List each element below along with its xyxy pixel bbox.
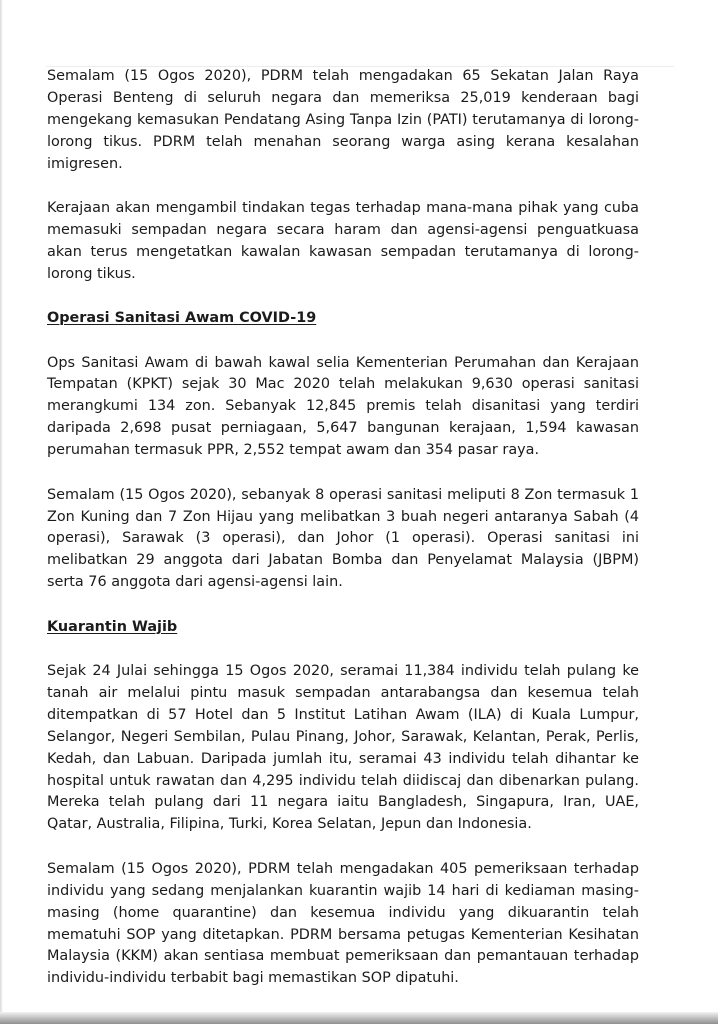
paragraph-sekatan-jalan-raya: Semalam (15 Ogos 2020), PDRM telah mengadakan 65 Sekatan Jalan Raya Operasi Benteng di seluruh negara dan memeriksa 25,019 kenderaan bagi mengekang kemasukan Pendatang Asing Tanpa Izin (PATI) terutamanya di lorong-lorong tikus. PDRM telah menahan seorang warga asing kerana kesalahan imigresen. bbox=[47, 68, 639, 172]
document-body bbox=[47, 66, 639, 1013]
paragraph-tindakan-tegas: Kerajaan akan mengambil tindakan tegas terhadap mana-mana pihak yang cuba memasuki sempadan negara secara haram dan agensi-agensi penguatkuasa akan terus mengetatkan kawalan kawasan sempadan terutamanya di lorong-lorong tikus. bbox=[47, 200, 639, 282]
paragraph-kuarantin-statistik: Sejak 24 Julai sehingga 15 Ogos 2020, seramai 11,384 individu telah pulang ke tanah air melalui pintu masuk sempadan antarabangsa dan kesemua telah ditempatkan di 57 Hotel dan 5 Institut Latihan Awam (ILA) di Kuala Lumpur, Selangor, Negeri Sembilan, Pulau Pinang, Johor, Sarawak, Kelantan, Perak, Perlis, Kedah, dan Labuan. Daripada jumlah itu, seramai 43 individu telah dihantar ke hospital untuk rawatan dan 4,295 individu telah diidiscaj dan dibenarkan pulang. Mereka telah pulang dari 11 negara iaitu Bangladesh, Singapura, Iran, UAE, Qatar, Australia, Filipina, Turki, Korea Selatan, Jepun dan Indonesia. bbox=[47, 663, 639, 833]
heading-kuarantin-wajib: Kuarantin Wajib bbox=[47, 618, 178, 635]
paragraph-pemeriksaan-pdrm: Semalam (15 Ogos 2020), PDRM telah mengadakan 405 pemeriksaan terhadap individu yang sedang menjalankan kuarantin wajib 14 hari di kediaman masing-masing (home quarantine) dan kesemua individu yang dikuarantin telah mematuhi SOP yang ditetapkan. PDRM bersama petugas Kementerian Kesihatan Malaysia (KKM) akan sentiasa membuat pemeriksaan dan pemantauan terhadap individu-individu terbabit bagi memastikan SOP dipatuhi. bbox=[47, 860, 639, 987]
page-bottom-shadow bbox=[0, 1012, 718, 1024]
paragraph-ops-sanitasi-awam: Ops Sanitasi Awam di bawah kawal selia Kementerian Perumahan dan Kerajaan Tempatan (KPKT) sejak 30 Mac 2020 telah melakukan 9,630 operasi sanitasi merangkumi 134 zon. Sebanyak 12,845 premis telah disanitasi yang terdiri daripada 2,698 pusat perniagaan, 5,647 bangunan kerajaan, 1,594 kawasan perumahan termasuk PPR, 2,552 tempat awam dan 354 pasar raya. bbox=[47, 354, 639, 459]
page-edge-shadow bbox=[0, 0, 3, 1024]
paragraph-operasi-sanitasi-semalam: Semalam (15 Ogos 2020), sebanyak 8 operasi sanitasi meliputi 8 Zon termasuk 1 Zon Kuning dan 7 Zon Hijau yang melibatkan 3 buah negeri antaranya Sabah (4 operasi), Sarawak (3 operasi), dan Johor (1 operasi). Operasi sanitasi ini melibatkan 29 anggota dari Jabatan Bomba dan Penyelamat Malaysia (JBPM) serta 76 anggota dari agensi-agensi lain. bbox=[47, 486, 639, 591]
heading-operasi-sanitasi: Operasi Sanitasi Awam COVID-19 bbox=[47, 310, 317, 327]
